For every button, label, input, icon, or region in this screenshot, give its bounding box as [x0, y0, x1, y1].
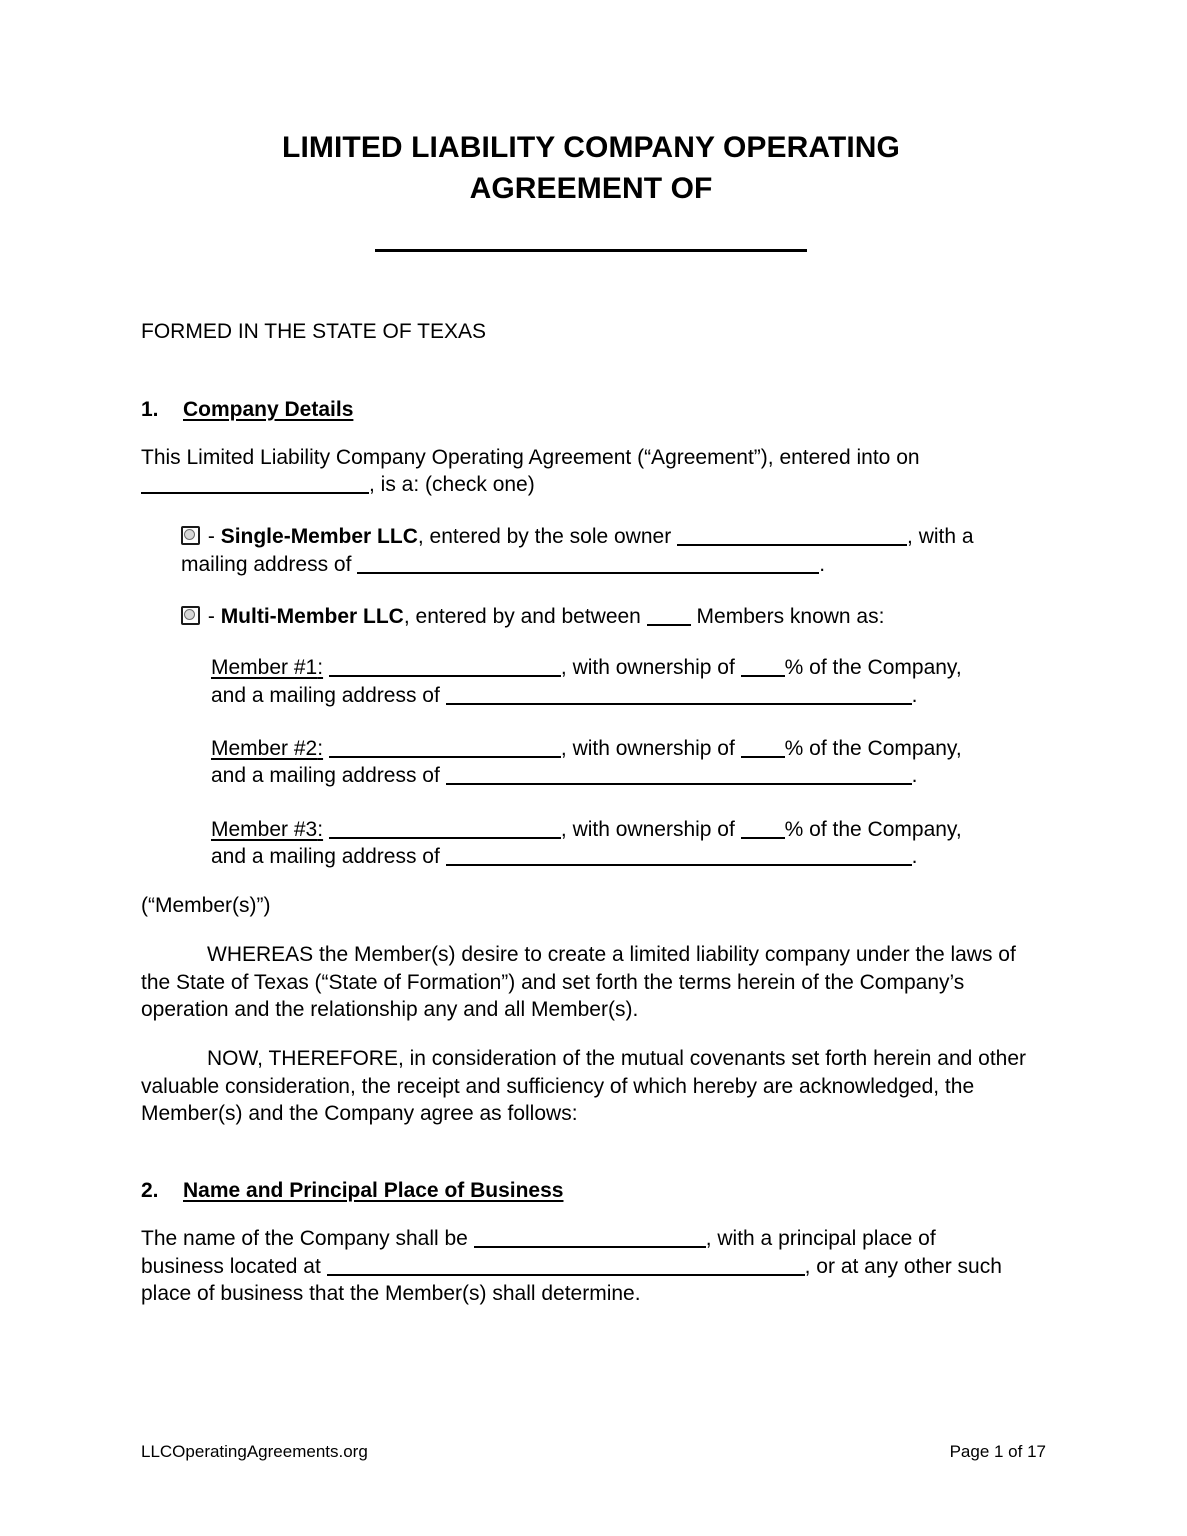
- single-member-label: Single-Member LLC: [220, 525, 418, 549]
- page-title: [141, 0, 1041, 209]
- member-2-name-blank[interactable]: [329, 740, 561, 758]
- section-2-number: 2.: [141, 1179, 159, 1203]
- sole-owner-name-blank[interactable]: [677, 528, 907, 546]
- member-1-text-4: .: [911, 683, 918, 707]
- multi-text-2: Members known as:: [696, 605, 885, 629]
- page-content: [141, 0, 1041, 1307]
- member-2-label: [211, 737, 323, 760]
- option-single-member[interactable]: [181, 523, 1041, 578]
- agreement-date-blank[interactable]: [141, 476, 369, 494]
- member-1-ownership-blank[interactable]: [741, 659, 785, 677]
- member-1-text-3: and a mailing address of: [211, 683, 440, 707]
- multi-member-label: Multi-Member LLC: [220, 605, 404, 629]
- section-2-title: Name and Principal Place of Business: [183, 1179, 564, 1203]
- member-2-ownership-blank[interactable]: [741, 740, 785, 758]
- footer-page-number: Page 1 of 17: [949, 1442, 1046, 1461]
- member-2-text-1: , with ownership of: [560, 736, 735, 760]
- recital-now-therefore: NOW, THEREFORE, in consideration of the mutual covenants set forth herein and other valuable consideration, the receipt and sufficiency of which hereby are acknowledged, the Member(s) and the Company agree as follows:: [141, 1047, 1027, 1125]
- member-1-label-text: Member #1: [211, 656, 318, 680]
- section-2-body: [141, 1225, 1041, 1307]
- company-name-rule-wrap: [141, 239, 1041, 257]
- member-1-text-2: % of the Company,: [784, 656, 962, 680]
- member-2-text-2: % of the Company,: [784, 736, 962, 760]
- member-3-text-1: , with ownership of: [560, 817, 735, 841]
- member-entry-2: [211, 735, 1041, 790]
- member-1-name-blank[interactable]: [329, 659, 561, 677]
- checkbox-icon-multi-member[interactable]: [181, 606, 200, 625]
- member-1-address-blank[interactable]: [446, 687, 912, 705]
- member-3-ownership-blank[interactable]: [741, 821, 785, 839]
- single-text-3: mailing address of: [181, 552, 352, 576]
- member-defined-term: (“Member(s)”): [141, 894, 271, 918]
- checkbox-icon-single-member[interactable]: [181, 526, 200, 545]
- section-2-text-3: business located at: [141, 1254, 321, 1278]
- section-1-title: Company Details: [183, 397, 354, 421]
- member-1-colon: :: [317, 656, 324, 680]
- intro-text-after: , is a: (check one): [369, 473, 535, 497]
- section-2-text-1: The name of the Company shall be: [141, 1227, 468, 1251]
- member-1-text-1: , with ownership of: [560, 656, 735, 680]
- member-2-colon: :: [317, 736, 324, 760]
- title-line-1: LIMITED LIABILITY COMPANY OPERATING: [282, 131, 900, 164]
- member-3-colon: :: [317, 817, 324, 841]
- title-line-2: AGREEMENT OF: [469, 171, 713, 205]
- footer-site: LLCOperatingAgreements.org: [141, 1442, 368, 1461]
- sole-owner-address-blank[interactable]: [357, 556, 819, 574]
- principal-place-blank[interactable]: [327, 1258, 805, 1276]
- member-3-text-2: % of the Company,: [784, 817, 962, 841]
- member-3-label: [211, 818, 323, 841]
- option-multi-member[interactable]: [181, 603, 1041, 630]
- single-text-2: , with a: [907, 525, 974, 549]
- multi-text-1: , entered by and between: [403, 605, 641, 629]
- member-entry-3: [211, 816, 1041, 871]
- multi-dash: -: [207, 605, 215, 629]
- member-3-label-text: Member #3: [211, 817, 318, 841]
- member-1-label: [211, 656, 323, 679]
- company-name-blank[interactable]: [474, 1230, 706, 1248]
- section-2-text-4: , or at any other such: [804, 1254, 1002, 1278]
- page-footer: [141, 1442, 1046, 1462]
- member-3-name-blank[interactable]: [329, 821, 561, 839]
- single-dash: -: [207, 525, 215, 549]
- single-text-1: , entered by the sole owner: [417, 525, 672, 549]
- member-2-text-3: and a mailing address of: [211, 764, 440, 788]
- member-3-text-4: .: [911, 844, 918, 868]
- member-2-text-4: .: [911, 764, 918, 788]
- member-count-blank[interactable]: [647, 608, 691, 626]
- section-1-intro: [141, 444, 1041, 499]
- intro-text-before: This Limited Liability Company Operating Agreement (“Agreement”), entered into on: [141, 445, 920, 469]
- section-1-heading: [141, 398, 1041, 422]
- member-3-text-3: and a mailing address of: [211, 844, 440, 868]
- section-2-heading: [141, 1179, 1041, 1203]
- member-3-address-blank[interactable]: [446, 848, 912, 866]
- section-1-number: 1.: [141, 397, 159, 421]
- single-text-4: .: [819, 552, 826, 576]
- recital-whereas: WHEREAS the Member(s) desire to create a limited liability company under the laws of the State of Texas (“State of Formation”) and set forth the terms herein of the Company’s operation and the relationship any and all Member(s).: [141, 943, 1016, 1022]
- member-2-label-text: Member #2: [211, 736, 318, 760]
- member-entry-1: [211, 654, 1041, 709]
- member-2-address-blank[interactable]: [446, 767, 912, 785]
- section-2-text-5: place of business that the Member(s) shall determine.: [141, 1281, 641, 1305]
- formed-in-state-line: FORMED IN THE STATE OF TEXAS: [141, 320, 486, 343]
- section-2-text-2: , with a principal place of: [705, 1227, 936, 1251]
- company-name-blank-rule: [375, 249, 807, 252]
